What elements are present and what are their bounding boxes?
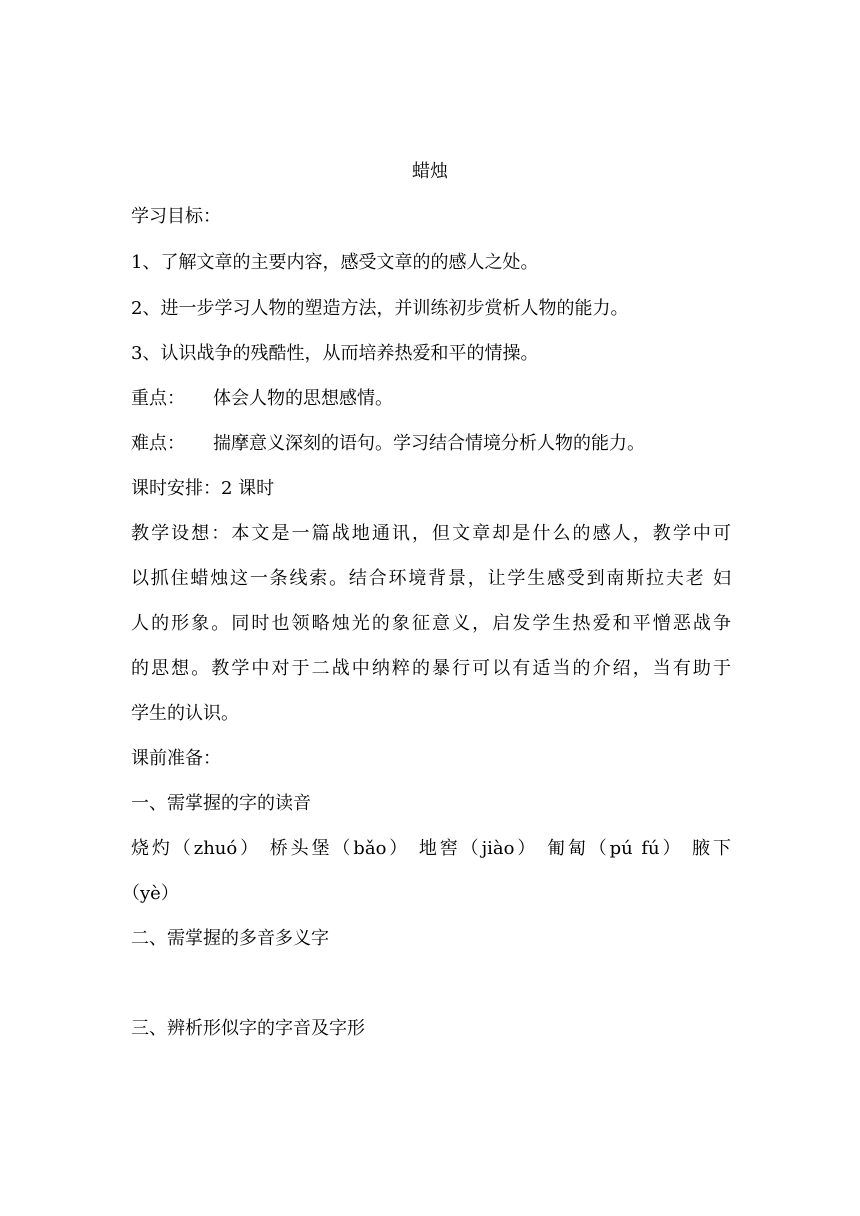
design-line-2: 以抓住蜡烛这一条线索。结合环境背景，让学生感受到南斯拉夫老 妇 <box>131 568 731 589</box>
difficulty-label: 难点： <box>131 433 185 454</box>
objective-3: 3、认识战争的残酷性，从而培养热爱和平的情操。 <box>131 343 539 364</box>
key-point-text: 体会人物的思想感情。 <box>213 388 393 409</box>
objectives-heading: 学习目标： <box>131 206 221 227</box>
pronunciation-row <box>131 837 731 861</box>
design-line-1: 教学设想：本文是一篇战地通讯，但文章却是什么的感人，教学中可 <box>131 523 731 544</box>
difficulty <box>131 432 645 456</box>
prep-heading: 课前准备： <box>131 748 221 769</box>
design-line-3: 人的形象。同时也领略烛光的象征意义，启发学生热爱和平憎恶战争 <box>131 613 731 634</box>
pronunciation-item: 腋下 <box>692 838 732 859</box>
pronunciation-item: 桥头堡（bǎo） <box>269 838 411 859</box>
document-title: 蜡烛 <box>412 161 448 182</box>
design-line-4: 的思想。教学中对于二战中纳粹的暴行可以有适当的介绍，当有助于 <box>131 658 731 679</box>
objective-1: 1、了解文章的主要内容，感受文章的的感人之处。 <box>131 252 539 273</box>
pronunciation-item: 地窖（jiào） <box>418 838 539 859</box>
design-line-5: 学生的认识。 <box>131 703 239 724</box>
schedule: 课时安排：2 课时 <box>131 478 275 499</box>
section-3-heading: 三、辨析形似字的字音及字形 <box>131 1018 365 1039</box>
pronunciation-item: 烧灼（zhuó） <box>131 838 262 859</box>
section-1-heading: 一、需掌握的字的读音 <box>131 793 311 814</box>
key-point-label: 重点： <box>131 388 185 409</box>
key-point <box>131 387 393 411</box>
pronunciation-item: 匍匐（pú fú） <box>546 838 684 859</box>
objective-2: 2、进一步学习人物的塑造方法，并训练初步赏析人物的能力。 <box>131 298 629 319</box>
section-2-heading: 二、需掌握的多音多义字 <box>131 928 329 949</box>
pronunciation-wrap: （yè） <box>122 883 179 904</box>
difficulty-text: 揣摩意义深刻的语句。学习结合情境分析人物的能力。 <box>213 433 645 454</box>
